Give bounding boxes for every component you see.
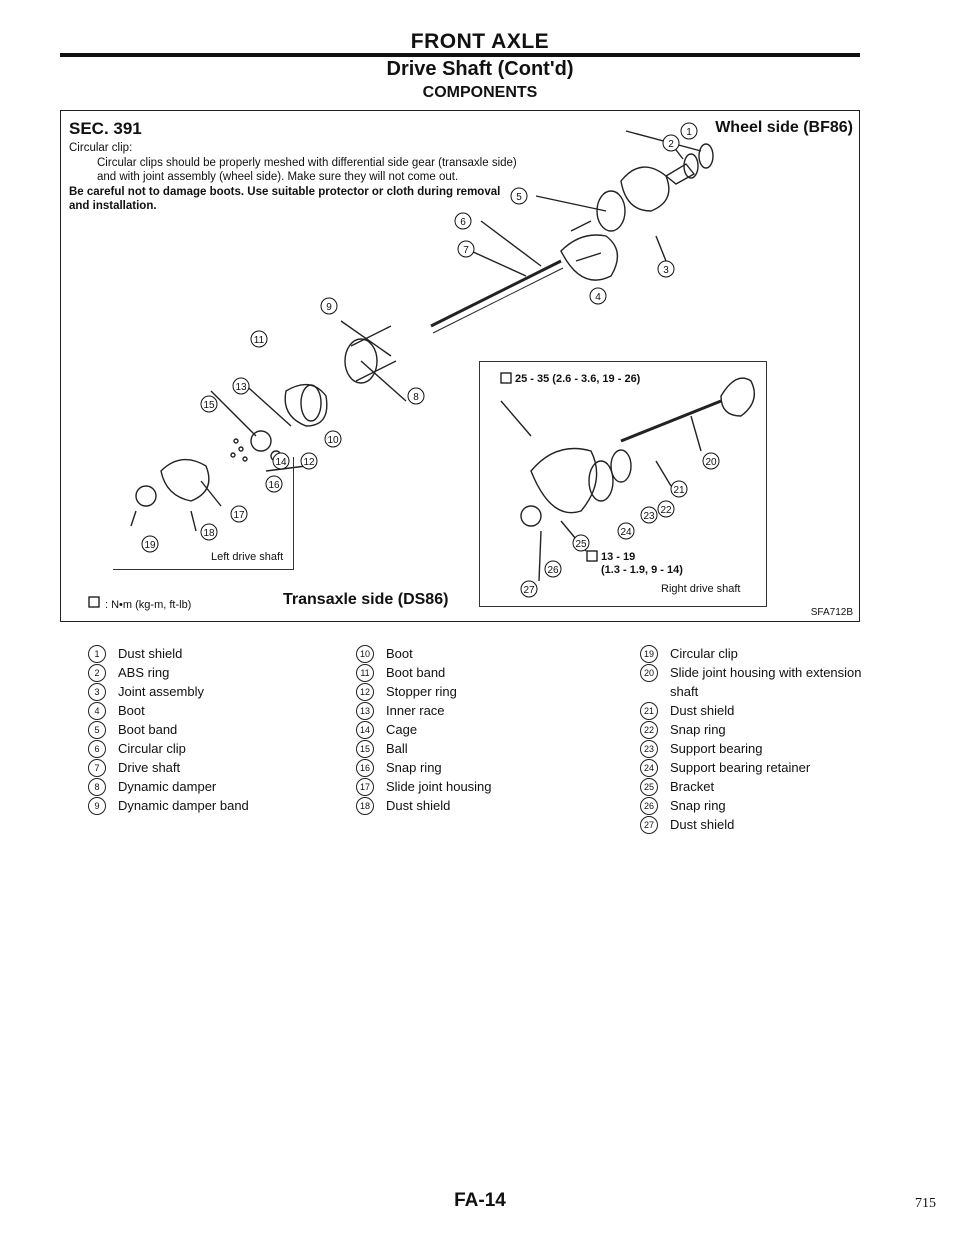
part-number: 16 [356,759,374,777]
torque-unit-legend: : N•m (kg-m, ft-lb) [105,599,192,611]
svg-text:23: 23 [643,511,655,522]
part-number: 6 [88,740,106,758]
list-item [356,720,596,739]
part-number: 15 [356,740,374,758]
part-label: Circular clip [670,646,738,661]
part-label: Ball [386,741,408,756]
part-number: 2 [88,664,106,682]
part-number: 8 [88,778,106,796]
svg-text:4: 4 [595,292,601,303]
list-item [356,682,596,701]
part-number: 9 [88,797,106,815]
figure-code: SFA712B [810,607,853,618]
callout-8 [408,388,424,404]
svg-text:27: 27 [523,585,535,596]
part-label: Circular clip [118,741,186,756]
list-item [640,644,870,663]
part-number: 10 [356,645,374,663]
list-item [640,815,870,834]
part-number: 19 [640,645,658,663]
svg-text:8: 8 [413,392,419,403]
part-number: 12 [356,683,374,701]
part-number: 21 [640,702,658,720]
parts-list-column-2 [356,644,596,815]
torque-spec-bottom-1: 13 - 19 [601,551,636,563]
svg-text:18: 18 [203,528,215,539]
callout-7 [458,241,474,257]
svg-text:22: 22 [660,505,672,516]
svg-text:2: 2 [668,139,674,150]
part-label: Boot band [118,722,178,737]
part-number: 25 [640,778,658,796]
part-label: Support bearing retainer [670,760,811,775]
callout-3 [658,261,674,277]
svg-text:24: 24 [620,527,632,538]
callout-10 [325,431,341,447]
list-item [356,758,596,777]
part-label: Boot [386,646,413,661]
part-label: Joint assembly [118,684,204,699]
parts-list-column-3 [640,644,870,834]
list-item [640,739,870,758]
list-item [640,796,870,815]
callout-11 [251,331,267,347]
callout-5 [511,188,527,204]
part-label: ABS ring [118,665,170,680]
svg-text:12: 12 [303,457,315,468]
parts-list-column-1 [88,644,328,815]
part-label: Dynamic damper band [118,798,249,813]
list-item [640,777,870,796]
list-item [88,758,328,777]
part-label: Snap ring [670,798,726,813]
part-number: 14 [356,721,374,739]
list-item [88,796,328,815]
part-label: Stopper ring [386,684,457,699]
part-number: 26 [640,797,658,815]
svg-text:10: 10 [327,435,339,446]
page-number: 715 [915,1196,936,1211]
svg-text:15: 15 [203,400,215,411]
page-title: FRONT AXLE [410,30,550,53]
list-item [640,663,870,701]
part-number: 5 [88,721,106,739]
list-item [88,663,328,682]
part-number: 27 [640,816,658,834]
callout-13 [233,378,249,394]
torque-spec-top: 25 - 35 (2.6 - 3.6, 19 - 26) [515,373,641,385]
list-item [356,701,596,720]
part-label: Drive shaft [118,760,181,775]
part-number: 4 [88,702,106,720]
svg-text:21: 21 [673,485,685,496]
list-item [640,758,870,777]
section-heading: COMPONENTS [422,84,538,101]
list-item [356,777,596,796]
svg-text:16: 16 [268,480,280,491]
part-number: 18 [356,797,374,815]
svg-text:17: 17 [233,510,245,521]
part-label: Dust shield [118,646,183,661]
svg-text:25: 25 [575,539,587,550]
list-item [356,663,596,682]
page-subtitle: Drive Shaft (Cont'd) [386,58,574,80]
header-rule [60,53,860,57]
part-label: Slide joint housing with extension shaft [670,665,862,699]
part-label: Support bearing [670,741,763,756]
wheel-side-label: Wheel side (BF86) [715,119,853,136]
part-label: Inner race [386,703,445,718]
callout-6 [455,213,471,229]
list-item [640,720,870,739]
note-title: Circular clip: [69,142,133,154]
list-item [88,701,328,720]
part-number: 7 [88,759,106,777]
svg-text:3: 3 [663,265,669,276]
svg-text:26: 26 [547,565,559,576]
svg-text:5: 5 [516,192,522,203]
part-label: Slide joint housing [386,779,492,794]
right-drive-shaft-label: Right drive shaft [661,583,741,595]
torque-spec-bottom [601,551,683,577]
svg-text:1: 1 [686,127,692,138]
part-label: Dust shield [386,798,451,813]
part-label: Cage [386,722,418,737]
sec-number: SEC. 391 [69,119,142,138]
callout-9 [321,298,337,314]
callout-4 [590,288,606,304]
transaxle-side-label: Transaxle side (DS86) [283,591,449,608]
list-item [640,701,870,720]
list-item [88,739,328,758]
svg-text:13: 13 [235,382,247,393]
part-label: Bracket [670,779,715,794]
part-label: Dust shield [670,703,735,718]
list-item [356,739,596,758]
list-item [356,796,596,815]
part-number: 24 [640,759,658,777]
callout-1 [681,123,697,139]
components-figure [60,110,860,622]
part-label: Boot band [386,665,446,680]
part-number: 11 [356,664,374,682]
svg-text:7: 7 [463,245,469,256]
page-code: FA-14 [454,1190,506,1211]
note-body: Circular clips should be properly meshed with differential side gear (transaxle side) and with joint assembly (wheel side). Make sure they will not come out. [97,156,517,183]
list-item [88,682,328,701]
part-number: 23 [640,740,658,758]
part-number: 13 [356,702,374,720]
svg-text:20: 20 [705,457,717,468]
part-label: Boot [118,703,145,718]
svg-text:14: 14 [275,457,287,468]
torque-icon [89,597,99,607]
note-warning: Be careful not to damage boots. Use suitable protector or cloth during removal and installation. [69,185,501,212]
part-number: 1 [88,645,106,663]
list-item [88,644,328,663]
part-label: Dynamic damper [118,779,217,794]
part-label: Snap ring [670,722,726,737]
part-label: Snap ring [386,760,442,775]
left-drive-shaft-label: Left drive shaft [211,551,284,563]
svg-text:6: 6 [460,217,466,228]
list-item [88,777,328,796]
part-number: 22 [640,721,658,739]
svg-text:9: 9 [326,302,332,313]
callout-2 [663,135,679,151]
torque-spec-bottom-2: (1.3 - 1.9, 9 - 14) [601,564,683,576]
part-number: 3 [88,683,106,701]
svg-text:19: 19 [144,540,156,551]
callout-12 [301,453,317,469]
svg-text:11: 11 [253,335,265,346]
callout-15 [201,396,217,412]
part-number: 17 [356,778,374,796]
part-label: Dust shield [670,817,735,832]
part-number: 20 [640,664,658,682]
list-item [88,720,328,739]
list-item [356,644,596,663]
